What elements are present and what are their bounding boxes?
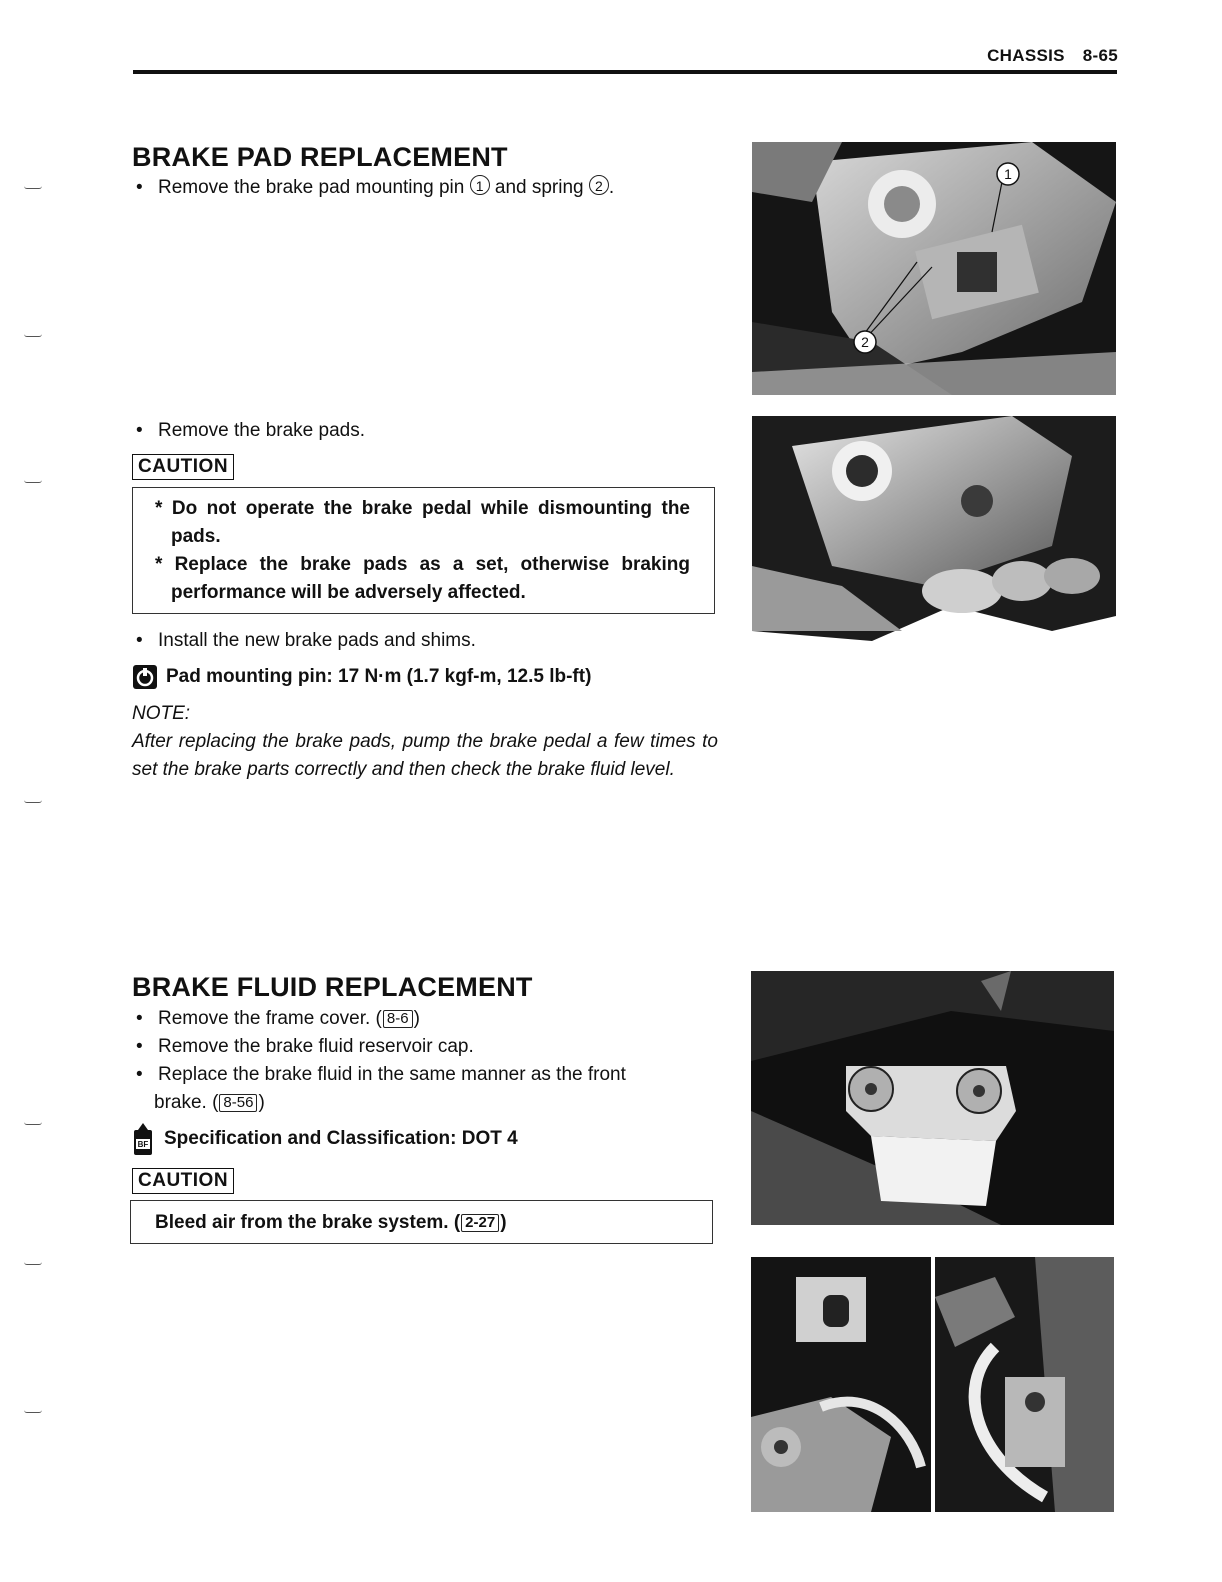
caution-item: * Replace the brake pads as a set, otherwise braking performance will be adversely affected. [133, 551, 690, 607]
header-rule [133, 70, 1117, 74]
fluid-section-title: BRAKE FLUID REPLACEMENT [132, 972, 533, 1002]
step-text: Remove the frame cover. ( [158, 1008, 382, 1029]
callout-number: 2 [589, 175, 609, 195]
callout-1-label: 1 [1004, 166, 1012, 182]
step-text: and spring [494, 177, 584, 198]
torque-wrench-icon [132, 664, 158, 690]
callout-2-label: 2 [861, 334, 869, 350]
margin-mark [24, 186, 42, 189]
fluid-step-reservoir-cap: • Remove the brake fluid reservoir cap. [132, 1033, 474, 1061]
page-ref[interactable]: 8-56 [219, 1094, 257, 1112]
pad-step-remove-pads: • Remove the brake pads. [132, 417, 365, 445]
step-text: brake. ( [154, 1092, 219, 1113]
page-ref[interactable]: 8-6 [383, 1010, 413, 1028]
brake-pads-photo [752, 416, 1116, 646]
torque-spec-text: Pad mounting pin: 17 N·m (1.7 kgf-m, 12.5 lb-ft) [166, 666, 592, 687]
note-label: NOTE: [132, 703, 191, 724]
caution-item: * Do not operate the brake pedal while dismounting the pads. [133, 495, 690, 551]
brake-fluid-icon [132, 1122, 154, 1156]
margin-mark [24, 480, 42, 483]
page-ref[interactable]: 2-27 [461, 1214, 499, 1232]
caliper-pin-photo [752, 142, 1116, 395]
pad-step-remove-pin [132, 174, 722, 202]
torque-spec [132, 664, 591, 690]
fluid-spec [132, 1122, 518, 1156]
margin-mark [24, 334, 42, 337]
fluid-caution-box [130, 1200, 713, 1244]
pad-step-install: • Install the new brake pads and shims. [132, 627, 476, 655]
margin-mark [24, 800, 42, 803]
brake-fluid-icon-label: BF [137, 1140, 149, 1149]
page-header [987, 46, 1118, 66]
bleed-hose-photo [935, 1257, 1114, 1512]
step-text: . [608, 177, 615, 198]
rear-caliper-bleed-photo [751, 1257, 931, 1512]
margin-mark [24, 1410, 42, 1413]
step-text: Replace the brake fluid in the same manner as the front [158, 1064, 626, 1085]
caution-label: CAUTION [132, 454, 234, 480]
margin-mark [24, 1122, 42, 1125]
step-text: ) [258, 1092, 265, 1113]
pad-section-title: BRAKE PAD REPLACEMENT [132, 142, 508, 172]
reservoir-cap-photo [751, 971, 1114, 1225]
fluid-step-frame-cover [132, 1005, 420, 1033]
caution-label: CAUTION [132, 1168, 234, 1194]
step-text: Remove the brake pad mounting pin [158, 177, 465, 198]
callout-number: 1 [470, 175, 490, 195]
caution-text: Bleed air from the brake system. ( [155, 1212, 461, 1233]
fluid-spec-text: Specification and Classification: DOT 4 [164, 1128, 518, 1149]
note-text: After replacing the brake pads, pump the brake pedal a few times to set the brake parts correctly and then check the brake fluid level. [132, 731, 718, 780]
margin-mark [24, 1262, 42, 1265]
pad-caution-box [132, 487, 715, 614]
fluid-step-replace [132, 1061, 720, 1117]
caution-text: ) [500, 1212, 507, 1233]
step-text: ) [413, 1008, 420, 1029]
section-name: CHASSIS [987, 46, 1065, 65]
page-number: 8-65 [1082, 46, 1118, 65]
